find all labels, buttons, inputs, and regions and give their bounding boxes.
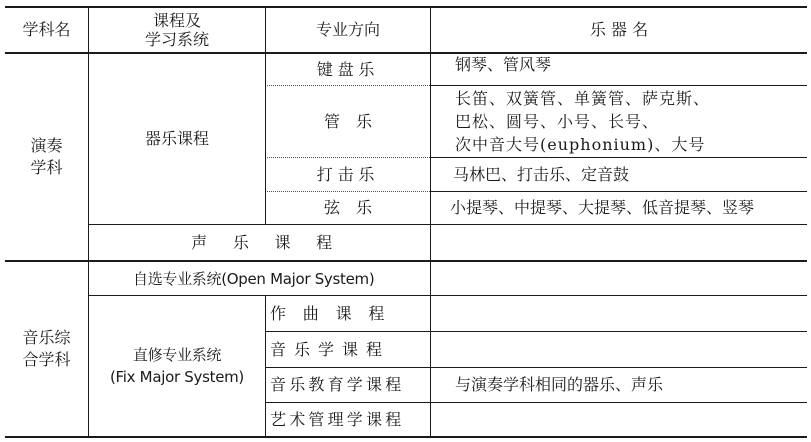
discipline-comprehensive-line2: 合学科 (22, 350, 71, 369)
fix-major-system (89, 296, 265, 436)
instrumental-course: 器乐课程 (144, 129, 209, 148)
instruments-strings: 小提琴、中提琴、大提琴、低音提琴、竖琴 (450, 198, 755, 217)
course-musicology: 音乐学课程 (270, 339, 391, 359)
column-divider (265, 295, 266, 438)
header-course-line1: 课程及 (152, 11, 201, 30)
header-course-line2: 学习系统 (144, 30, 209, 49)
course-arts-management: 艺术管理学课程 (270, 409, 405, 429)
instruments-percussion: 马林巴、打击乐、定音鼓 (453, 164, 630, 184)
course-music-education: 音乐教育学课程 (270, 375, 405, 394)
fix-major-system-line2: (Fix Major System) (109, 368, 244, 386)
discipline-performance-line1: 演奏 (30, 136, 63, 155)
instruments-keyboard: 钢琴、管风琴 (455, 55, 552, 74)
instruments-wind-line2: 巴松、圆号、小号、长号、 (455, 112, 660, 131)
discipline-comprehensive (5, 262, 88, 436)
instruments-wind-line3: 次中音大号(euphonium)、大号 (455, 135, 706, 154)
open-major-system: 自选专业系统(Open Major System) (133, 269, 375, 288)
header-major: 专业方向 (315, 20, 380, 39)
fix-major-system-line1: 直修专业系统 (132, 346, 222, 364)
table-bottom-rule (5, 436, 807, 438)
discipline-performance-line2: 学科 (30, 158, 63, 177)
music-education-instruments: 与演奏学科相同的器乐、声乐 (455, 375, 664, 394)
major-keyboard: 键盘乐 (316, 59, 380, 79)
major-strings: 弦 乐 (323, 198, 372, 217)
instruments-wind-line1: 长笛、双簧管、单簧管、萨克斯、 (455, 89, 711, 108)
major-percussion: 打击乐 (316, 164, 380, 184)
header-discipline: 学科名 (22, 20, 71, 39)
major-wind: 管 乐 (323, 111, 372, 131)
instruments-wind (455, 86, 805, 157)
course-composition: 作曲课程 (270, 303, 402, 323)
discipline-performance (5, 54, 88, 260)
header-course-system (89, 8, 265, 52)
vocal-course: 声乐课程 (191, 232, 358, 252)
discipline-comprehensive-line1: 音乐综 (22, 328, 71, 347)
column-divider (430, 6, 431, 438)
header-instrument: 乐 器 名 (589, 20, 649, 39)
